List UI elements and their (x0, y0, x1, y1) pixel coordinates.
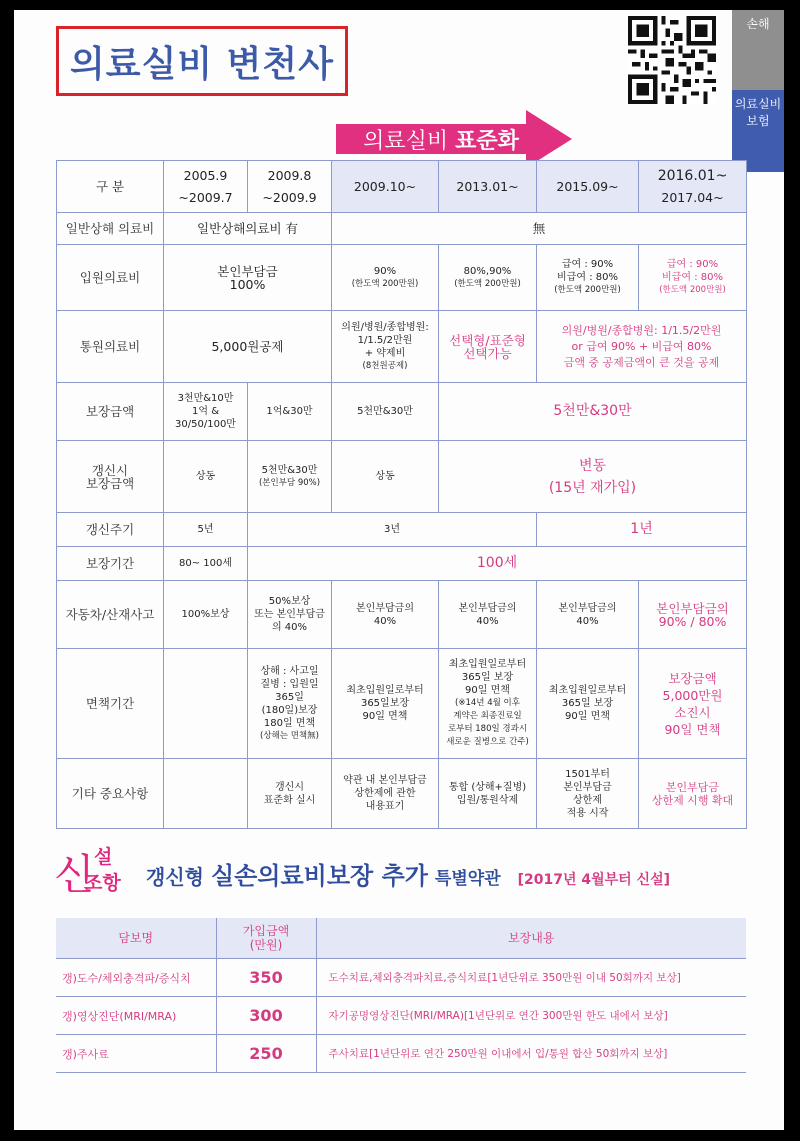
new-clause-section (54, 838, 754, 918)
document-page (14, 10, 784, 1130)
cell: 1501부터 본인부담금 상한제 적용 시작 (537, 759, 639, 829)
arrow-label-plain: 의료실비 (363, 129, 449, 154)
item-name: 갱)주사료 (56, 1035, 216, 1073)
row-label: 갱신주기 (57, 513, 164, 547)
cell: 상동 (332, 441, 439, 513)
cell: 최초입원일로부터 365일 보장 90일 면책 (537, 649, 639, 759)
row-label: 통원의료비 (57, 311, 164, 383)
cell: 3천만&10만 1억 & 30/50/100만 (164, 383, 248, 441)
header-label: 구 분 (57, 161, 164, 213)
qr-code-icon (628, 16, 716, 104)
item-desc: 주사치료[1년단위로 연간 250만원 이내에서 입/통원 합산 50회까지 보상] (316, 1035, 746, 1073)
cell: 변동 (15년 재가입) (439, 441, 747, 513)
new-clause-title: 갱신형 실손의료비보장 추가 특별약관 [2017년 4월부터 신설] (146, 862, 670, 890)
cell: 본인부담금의 40% (537, 581, 639, 649)
row-label: 면책기간 (57, 649, 164, 759)
cell: 100%보상 (164, 581, 248, 649)
cell: 100세 (248, 547, 747, 581)
item-amount: 350 (216, 959, 316, 997)
row-label: 보장금액 (57, 383, 164, 441)
item-desc: 자기공명영상진단(MRI/MRA)[1년단위로 연간 300만원 한도 내에서 보상] (316, 997, 746, 1035)
cell: 1년 (537, 513, 747, 547)
row-label: 기타 중요사항 (57, 759, 164, 829)
cell: 5년 (164, 513, 248, 547)
row-exemption (57, 649, 747, 759)
title-box (56, 26, 348, 96)
cell: 약관 내 본인부담금 상한제에 관한 내용표기 (332, 759, 439, 829)
cell: 최초입원일로부터 365일보장 90일 면책 (332, 649, 439, 759)
header-name: 담보명 (56, 918, 216, 959)
row-renewal-cycle (57, 513, 747, 547)
item-name: 갱)영상진단(MRI/MRA) (56, 997, 216, 1035)
cell: 80~ 100세 (164, 547, 248, 581)
row-renewal-amount (57, 441, 747, 513)
cell: 본인부담금 상한제 시행 확대 (639, 759, 747, 829)
cell: 통합 (상해+질병) 입원/통원삭제 (439, 759, 537, 829)
row-label: 갱신시 보장금액 (57, 441, 164, 513)
cell: 본인부담금의 40% (332, 581, 439, 649)
row-label: 자동차/산재사고 (57, 581, 164, 649)
cell: 갱신시 표준화 실시 (248, 759, 332, 829)
table-row (56, 997, 746, 1035)
cell: 3년 (248, 513, 537, 547)
header-amount: 가입금액 (만원) (216, 918, 316, 959)
header-row (57, 161, 747, 213)
row-misc (57, 759, 747, 829)
row-inpatient (57, 245, 747, 311)
cell: 5천만&30만 (439, 383, 747, 441)
cell: 선택형/표준형 선택가능 (439, 311, 537, 383)
cell: 급여 : 90% 비급여 : 80% (한도액 200만원) (537, 245, 639, 311)
item-amount: 250 (216, 1035, 316, 1073)
period-1: 2005.9 ~2009.7 (164, 161, 248, 213)
cell: 본인부담금의 90% / 80% (639, 581, 747, 649)
item-amount: 300 (216, 997, 316, 1035)
sub-header-row (56, 918, 746, 959)
cell: 80%,90% (한도액 200만원) (439, 245, 537, 311)
cell: 의원/병원/종합병원: 1/1.5/2만원 or 급여 90% + 비급여 80% 금액 중 공제금액이 큰 것을 공제 (537, 311, 747, 383)
row-label: 일반상해 의료비 (57, 213, 164, 245)
cell: 無 (332, 213, 747, 245)
period-2: 2009.8 ~2009.9 (248, 161, 332, 213)
cell (164, 649, 248, 759)
side-tab-product: 의료실비보험 (732, 90, 784, 172)
cell: 의원/병원/종합병원: 1/1.5/2만원 + 약제비 (8천원공제) (332, 311, 439, 383)
row-coverage (57, 383, 747, 441)
new-mark-seol: 설 (94, 846, 113, 868)
period-6: 2016.01~ 2017.04~ (639, 161, 747, 213)
row-auto (57, 581, 747, 649)
cell (164, 759, 248, 829)
cell: 보장금액 5,000만원 소진시 90일 면책 (639, 649, 747, 759)
period-4: 2013.01~ (439, 161, 537, 213)
item-name: 갱)도수/체외충격파/증식치 (56, 959, 216, 997)
cell: 급여 : 90% 비급여 : 80% (한도액 200만원) (639, 245, 747, 311)
history-table (56, 160, 747, 829)
cell: 1억&30만 (248, 383, 332, 441)
cell: 최초입원일로부터 365일 보장 90일 면책 (※14년 4월 이후 계약은 최종진료일 로부터 180일 경과시 새로운 질병으로 간주) (439, 649, 537, 759)
side-tab-category: 손해 (732, 10, 784, 90)
row-label: 보장기간 (57, 547, 164, 581)
cell: 본인부담금 100% (164, 245, 332, 311)
table-row (56, 959, 746, 997)
cell: 상해 : 사고일 질병 : 입원일 365일 (180일)보장 180일 면책 (상해는 면책無) (248, 649, 332, 759)
row-period (57, 547, 747, 581)
cell: 50%보상 또는 본인부담금 의 40% (248, 581, 332, 649)
cell: 5천만&30만 (본인부담 90%) (248, 441, 332, 513)
table-row (56, 1035, 746, 1073)
new-clause-table (56, 918, 746, 1073)
cell: 5,000원공제 (164, 311, 332, 383)
new-mark-sin: 신 (54, 850, 95, 899)
period-3: 2009.10~ (332, 161, 439, 213)
cell: 본인부담금의 40% (439, 581, 537, 649)
row-label: 입원의료비 (57, 245, 164, 311)
arrow-label (336, 124, 546, 155)
cell: 상동 (164, 441, 248, 513)
row-general (57, 213, 747, 245)
cell: 90% (한도액 200만원) (332, 245, 439, 311)
item-desc: 도수치료,체외충격파치료,증식치료[1년단위로 350만원 이내 50회까지 보상] (316, 959, 746, 997)
period-5: 2015.09~ (537, 161, 639, 213)
cell: 일반상해의료비 有 (164, 213, 332, 245)
arrow-label-bold: 표준화 (455, 129, 519, 154)
header-content: 보장내용 (316, 918, 746, 959)
cell: 5천만&30만 (332, 383, 439, 441)
new-mark-johang: 조항 (84, 872, 121, 894)
row-outpatient (57, 311, 747, 383)
page-title: 의료실비 변천사 (70, 43, 334, 85)
